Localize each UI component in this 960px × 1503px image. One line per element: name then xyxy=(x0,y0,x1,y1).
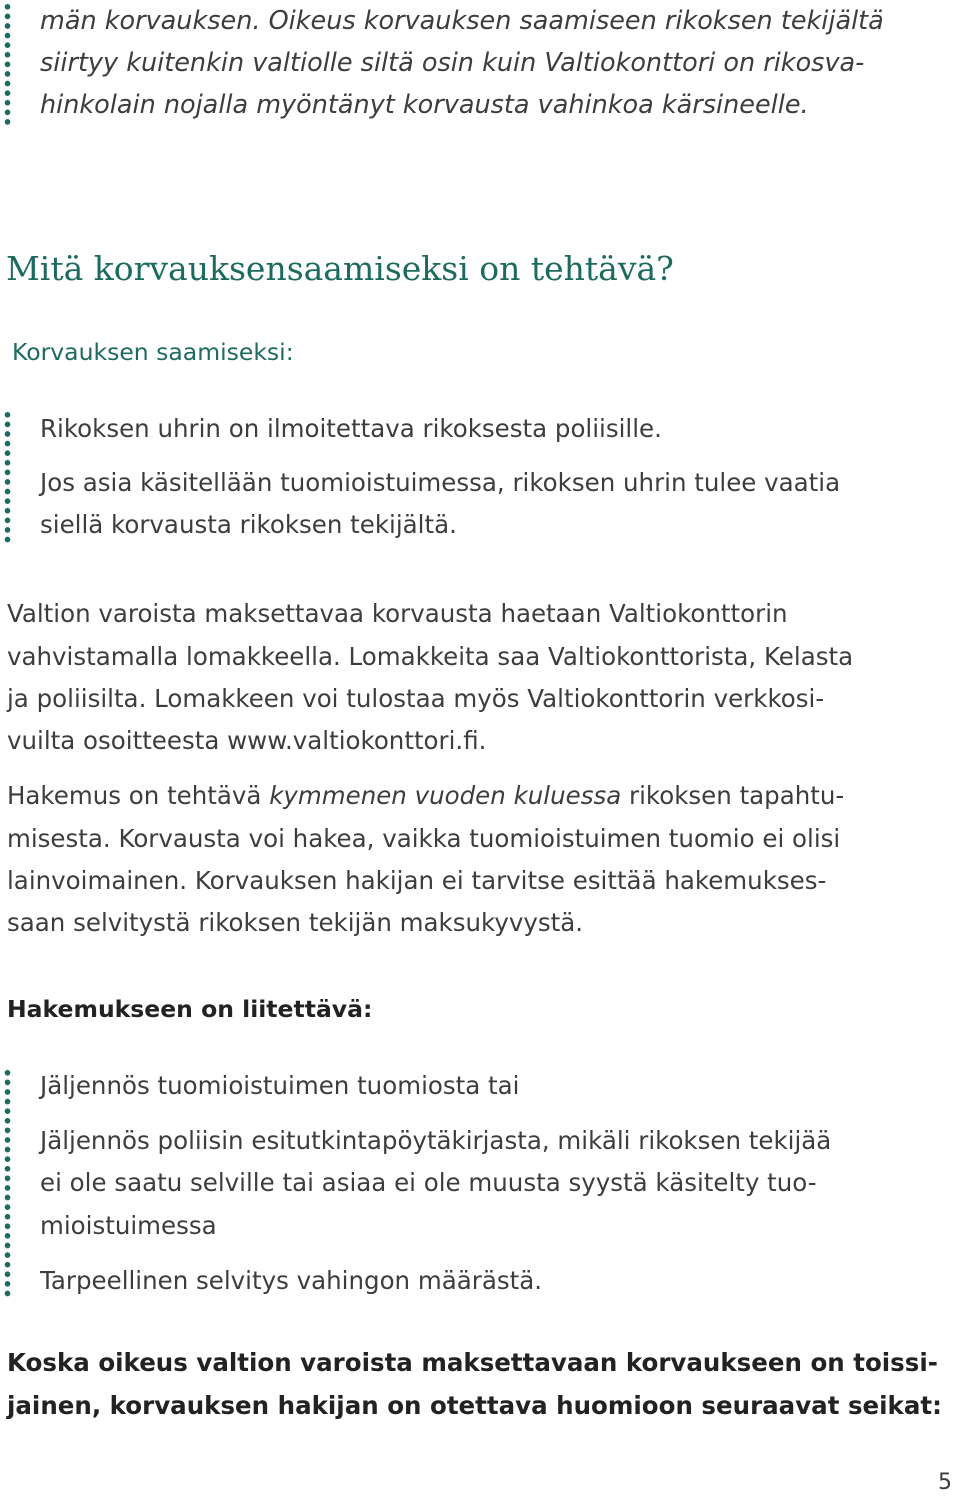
intro-line: män korvauksen. Oikeus korvauksen saamiseen rikoksen tekijältä xyxy=(40,6,884,36)
bullet-dotted-rule xyxy=(3,410,12,544)
bullet-line: Tarpeellinen selvitys vahingon määrästä. xyxy=(40,1266,543,1295)
intro-line: hinkolain nojalla myöntänyt korvausta vahinkoa kärsineelle. xyxy=(40,90,809,120)
bullet-line: siellä korvausta rikoksen tekijältä. xyxy=(40,510,457,539)
paragraph-text: rikoksen tapahtu- xyxy=(621,781,845,810)
paragraph-line: lainvoimainen. Korvauksen hakijan ei tarvitse esittää hakemukses- xyxy=(7,866,827,895)
paragraph-line: ja poliisilta. Lomakkeen voi tulostaa myös Valtiokonttorin verkkosi- xyxy=(7,684,825,713)
bullet-line: mioistuimessa xyxy=(40,1211,217,1240)
paragraph-line: vuilta osoitteesta www.valtiokonttori.fi. xyxy=(7,726,487,755)
paragraph-line: saan selvitystä rikoksen tekijän maksukyvystä. xyxy=(7,908,584,937)
bullet-line: Jäljennös poliisin esitutkintapöytäkirjasta, mikäli rikoksen tekijää xyxy=(40,1126,832,1155)
paragraph-line: misesta. Korvausta voi hakea, vaikka tuomioistuimen tuomio ei olisi xyxy=(7,824,841,853)
paragraph-line xyxy=(7,775,844,817)
page-number: 5 xyxy=(938,1470,952,1495)
bullet-line: ei ole saatu selville tai asiaa ei ole muusta syystä käsitelty tuo- xyxy=(40,1168,817,1197)
bullet-line: Jäljennös tuomioistuimen tuomiosta tai xyxy=(40,1071,520,1100)
bullet-line: Rikoksen uhrin on ilmoitettava rikoksesta poliisille. xyxy=(40,414,662,443)
closing-line: jainen, korvauksen hakijan on otettava huomioon seuraavat seikat: xyxy=(7,1391,942,1420)
paragraph-line: vahvistamalla lomakkeella. Lomakkeita saa Valtiokonttorista, Kelasta xyxy=(7,642,854,671)
paragraph-line: Valtion varoista maksettavaa korvausta haetaan Valtiokonttorin xyxy=(7,599,788,628)
intro-dotted-rule xyxy=(3,2,12,126)
closing-line: Koska oikeus valtion varoista maksettavaan korvaukseen on toissi- xyxy=(7,1348,938,1377)
emphasis-text: kymmenen vuoden kuluessa xyxy=(269,781,622,810)
paragraph-text: Hakemus on tehtävä xyxy=(7,781,270,810)
section-heading: Mitä korvauksensaamiseksi on tehtävä? xyxy=(6,249,674,288)
attachments-heading: Hakemukseen on liitettävä: xyxy=(7,995,373,1023)
intro-line: siirtyy kuitenkin valtiolle siltä osin kuin Valtiokonttori on rikosva- xyxy=(40,48,865,78)
bullet-line: Jos asia käsitellään tuomioistuimessa, rikoksen uhrin tulee vaatia xyxy=(40,468,841,497)
bullet-dotted-rule xyxy=(3,1068,12,1298)
section-subheading: Korvauksen saamiseksi: xyxy=(12,338,294,366)
